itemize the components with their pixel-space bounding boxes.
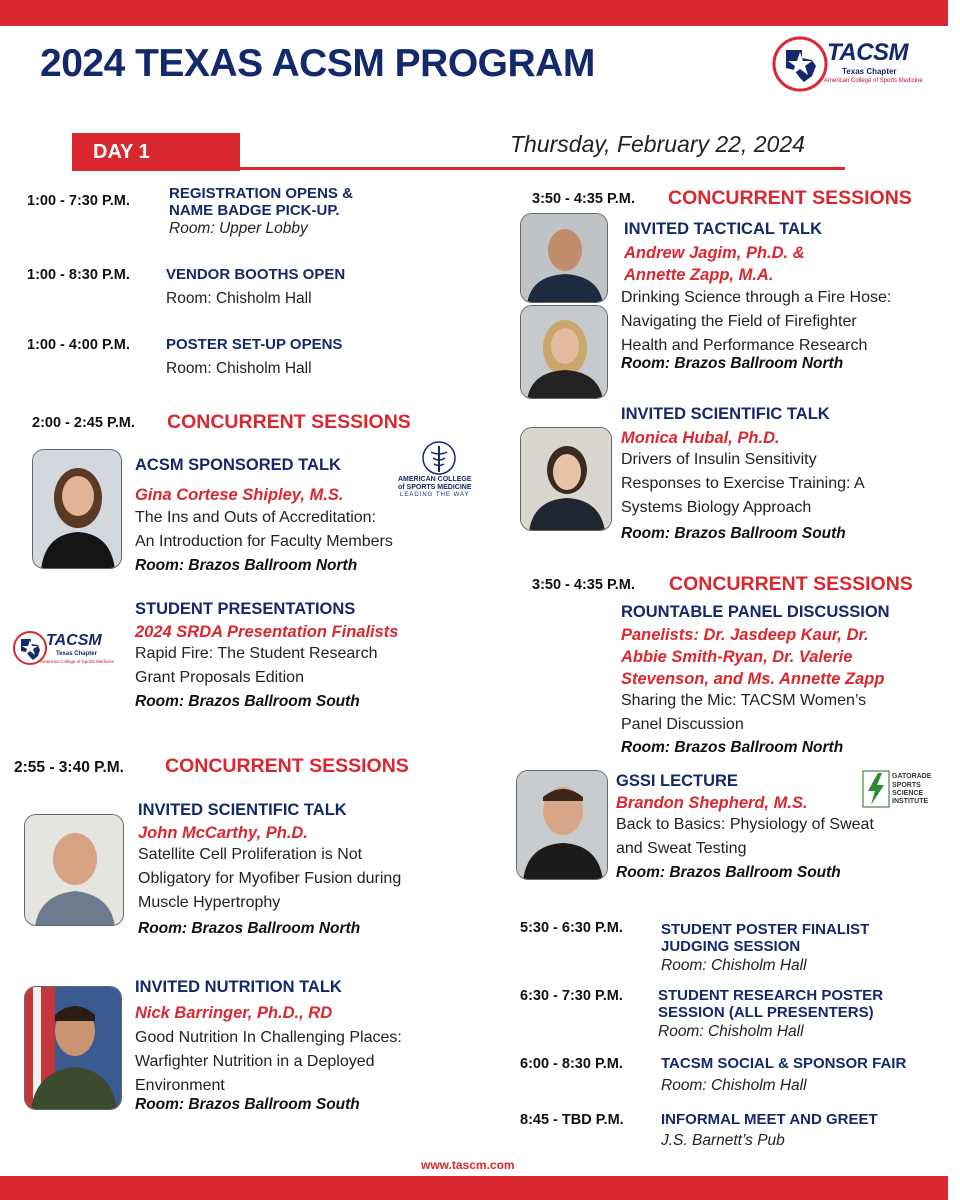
talk-description: Environment [135,1077,225,1094]
small-logo-name: TACSM [46,632,102,649]
talk-description: Navigating the Field of Firefighter [621,313,857,330]
speaker-name: Nick Barringer, Ph.D., RD [135,1004,333,1022]
speaker-photo-shepherd [516,770,608,880]
schedule-title: STUDENT POSTER FINALIST [661,921,870,938]
gssi-logo-line1: GATORADE [892,773,932,780]
concurrent-sessions-heading: CONCURRENT SESSIONS [669,573,913,595]
schedule-title: REGISTRATION OPENS & [169,185,353,202]
speaker-name: John McCarthy, Ph.D. [138,824,308,842]
speaker-photo-barringer [24,986,122,1110]
talk-description: Satellite Cell Proliferation is Not [138,846,363,863]
talk-description: Drinking Science through a Fire Hose: [621,289,892,306]
schedule-title: VENDOR BOOTHS OPEN [166,266,346,283]
concurrent-sessions-heading: CONCURRENT SESSIONS [668,187,912,209]
gssi-logo [862,770,938,810]
talk-description: Warfighter Nutrition in a Deployed [135,1053,375,1070]
acsm-logo-line1: AMERICAN COLLEGE [398,476,472,483]
schedule-time: 8:45 - TBD P.M. [520,1112,624,1128]
session-time: 3:50 - 4:35 P.M. [532,577,635,593]
schedule-room: Room: Upper Lobby [169,220,308,237]
gssi-logo-line3: SCIENCE [892,790,924,797]
talk-room: Room: Brazos Ballroom South [135,693,360,710]
talk-type: INVITED NUTRITION TALK [135,978,342,996]
talk-description: Grant Proposals Edition [135,669,304,686]
lightning-bolt-icon [862,770,890,808]
talk-description: Health and Performance Research [621,337,868,354]
talk-description: Panel Discussion [621,716,744,733]
talk-room: Room: Brazos Ballroom North [138,920,361,937]
talk-description: Responses to Exercise Training: A [621,475,865,492]
speaker-photo-mccarthy [24,814,124,926]
talk-description: and Sweat Testing [616,840,747,857]
speaker-name: Monica Hubal, Ph.D. [621,429,780,447]
gssi-logo-line4: INSTITUTE [892,798,929,805]
talk-room: Room: Brazos Ballroom North [621,739,844,756]
speaker-photo-zapp [520,305,608,399]
talk-type: INVITED SCIENTIFIC TALK [138,801,347,819]
schedule-time: 1:00 - 4:00 P.M. [27,337,130,353]
logo-subtitle: Texas Chapter [842,67,897,76]
speaker-photo-hubal [520,427,612,531]
talk-type: INVITED SCIENTIFIC TALK [621,405,830,423]
schedule-room: Room: Chisholm Hall [661,957,807,974]
small-logo-subtitle: Texas Chapter [56,651,97,657]
tacsm-logo [772,36,942,94]
schedule-time: 6:30 - 7:30 P.M. [520,988,623,1004]
logo-name: TACSM [827,39,909,66]
logo-tagline: American College of Sports Medicine [824,78,923,84]
talk-room: Room: Brazos Ballroom South [616,864,841,881]
speaker-name: 2024 SRDA Presentation Finalists [135,623,399,641]
speaker-name: Panelists: Dr. Jasdeep Kaur, Dr. [621,626,869,644]
acsm-logo-line2: of SPORTS MEDICINE [398,484,472,491]
schedule-room: Room: Chisholm Hall [166,290,312,307]
schedule-time: 1:00 - 7:30 P.M. [27,193,130,209]
talk-description: Back to Basics: Physiology of Sweat [616,816,874,833]
caduceus-icon [398,440,480,476]
schedule-title: STUDENT RESEARCH POSTER [658,987,884,1004]
schedule-room: Room: Chisholm Hall [166,360,312,377]
schedule-title: TACSM SOCIAL & SPONSOR FAIR [661,1055,907,1072]
talk-description: Rapid Fire: The Student Research [135,645,378,662]
gssi-logo-line2: SPORTS [892,782,921,789]
speaker-name: Andrew Jagim, Ph.D. & [624,244,805,262]
concurrent-sessions-heading: CONCURRENT SESSIONS [167,411,411,433]
speaker-name: Abbie Smith-Ryan, Dr. Valerie [621,648,853,666]
talk-description: Systems Biology Approach [621,499,812,516]
bottom-red-bar [0,1176,948,1200]
talk-description: Sharing the Mic: TACSM Women’s [621,692,867,709]
schedule-title: SESSION (ALL PRESENTERS) [658,1004,874,1021]
talk-type: ROUNTABLE PANEL DISCUSSION [621,603,890,621]
texas-star-icon [772,36,828,92]
schedule-room: Room: Chisholm Hall [661,1077,807,1094]
tacsm-small-logo [12,630,128,668]
concurrent-sessions-heading: CONCURRENT SESSIONS [165,755,409,777]
schedule-time: 6:00 - 8:30 P.M. [520,1056,623,1072]
speaker-name: Brandon Shepherd, M.S. [616,794,808,812]
speaker-name: Gina Cortese Shipley, M.S. [135,486,344,504]
schedule-time: 5:30 - 6:30 P.M. [520,920,623,936]
talk-description: Muscle Hypertrophy [138,894,281,911]
talk-description: An Introduction for Faculty Members [135,533,393,550]
session-time: 2:55 - 3:40 P.M. [14,759,124,776]
schedule-room: J.S. Barnett’s Pub [661,1132,785,1149]
acsm-logo [398,440,480,500]
session-time: 3:50 - 4:35 P.M. [532,191,635,207]
talk-room: Room: Brazos Ballroom South [135,1096,360,1113]
talk-room: Room: Brazos Ballroom North [621,355,844,372]
schedule-title: POSTER SET-UP OPENS [166,336,343,353]
schedule-title: JUDGING SESSION [661,938,801,955]
talk-room: Room: Brazos Ballroom North [135,557,358,574]
talk-type: INVITED TACTICAL TALK [624,220,822,238]
schedule-title: INFORMAL MEET AND GREET [661,1111,878,1128]
talk-description: Drivers of Insulin Sensitivity [621,451,817,468]
talk-room: Room: Brazos Ballroom South [621,525,846,542]
session-time: 2:00 - 2:45 P.M. [32,415,135,431]
talk-type: STUDENT PRESENTATIONS [135,600,356,618]
talk-description: The Ins and Outs of Accreditation: [135,509,377,526]
talk-description: Good Nutrition In Challenging Places: [135,1029,402,1046]
speaker-name: Stevenson, and Ms. Annette Zapp [621,670,885,688]
speaker-name: Annette Zapp, M.A. [624,266,774,284]
talk-type: GSSI LECTURE [616,772,738,790]
day-divider [240,167,845,170]
speaker-photo-gina [32,449,122,569]
schedule-title: NAME BADGE PICK-UP. [169,202,340,219]
day-label: DAY 1 [93,141,150,163]
small-logo-tagline: American College of Sports Medicine [40,659,115,664]
acsm-logo-line3: LEADING THE WAY [400,492,470,498]
top-red-bar [0,0,948,26]
speaker-photo-jagim [520,213,608,303]
website-link[interactable]: www.tascm.com [421,1158,515,1172]
event-date: Thursday, February 22, 2024 [510,131,805,157]
schedule-time: 1:00 - 8:30 P.M. [27,267,130,283]
talk-type: ACSM SPONSORED TALK [135,456,341,474]
page-title: 2024 TEXAS ACSM PROGRAM [40,42,595,85]
schedule-room: Room: Chisholm Hall [658,1023,804,1040]
talk-description: Obligatory for Myofiber Fusion during [138,870,402,887]
